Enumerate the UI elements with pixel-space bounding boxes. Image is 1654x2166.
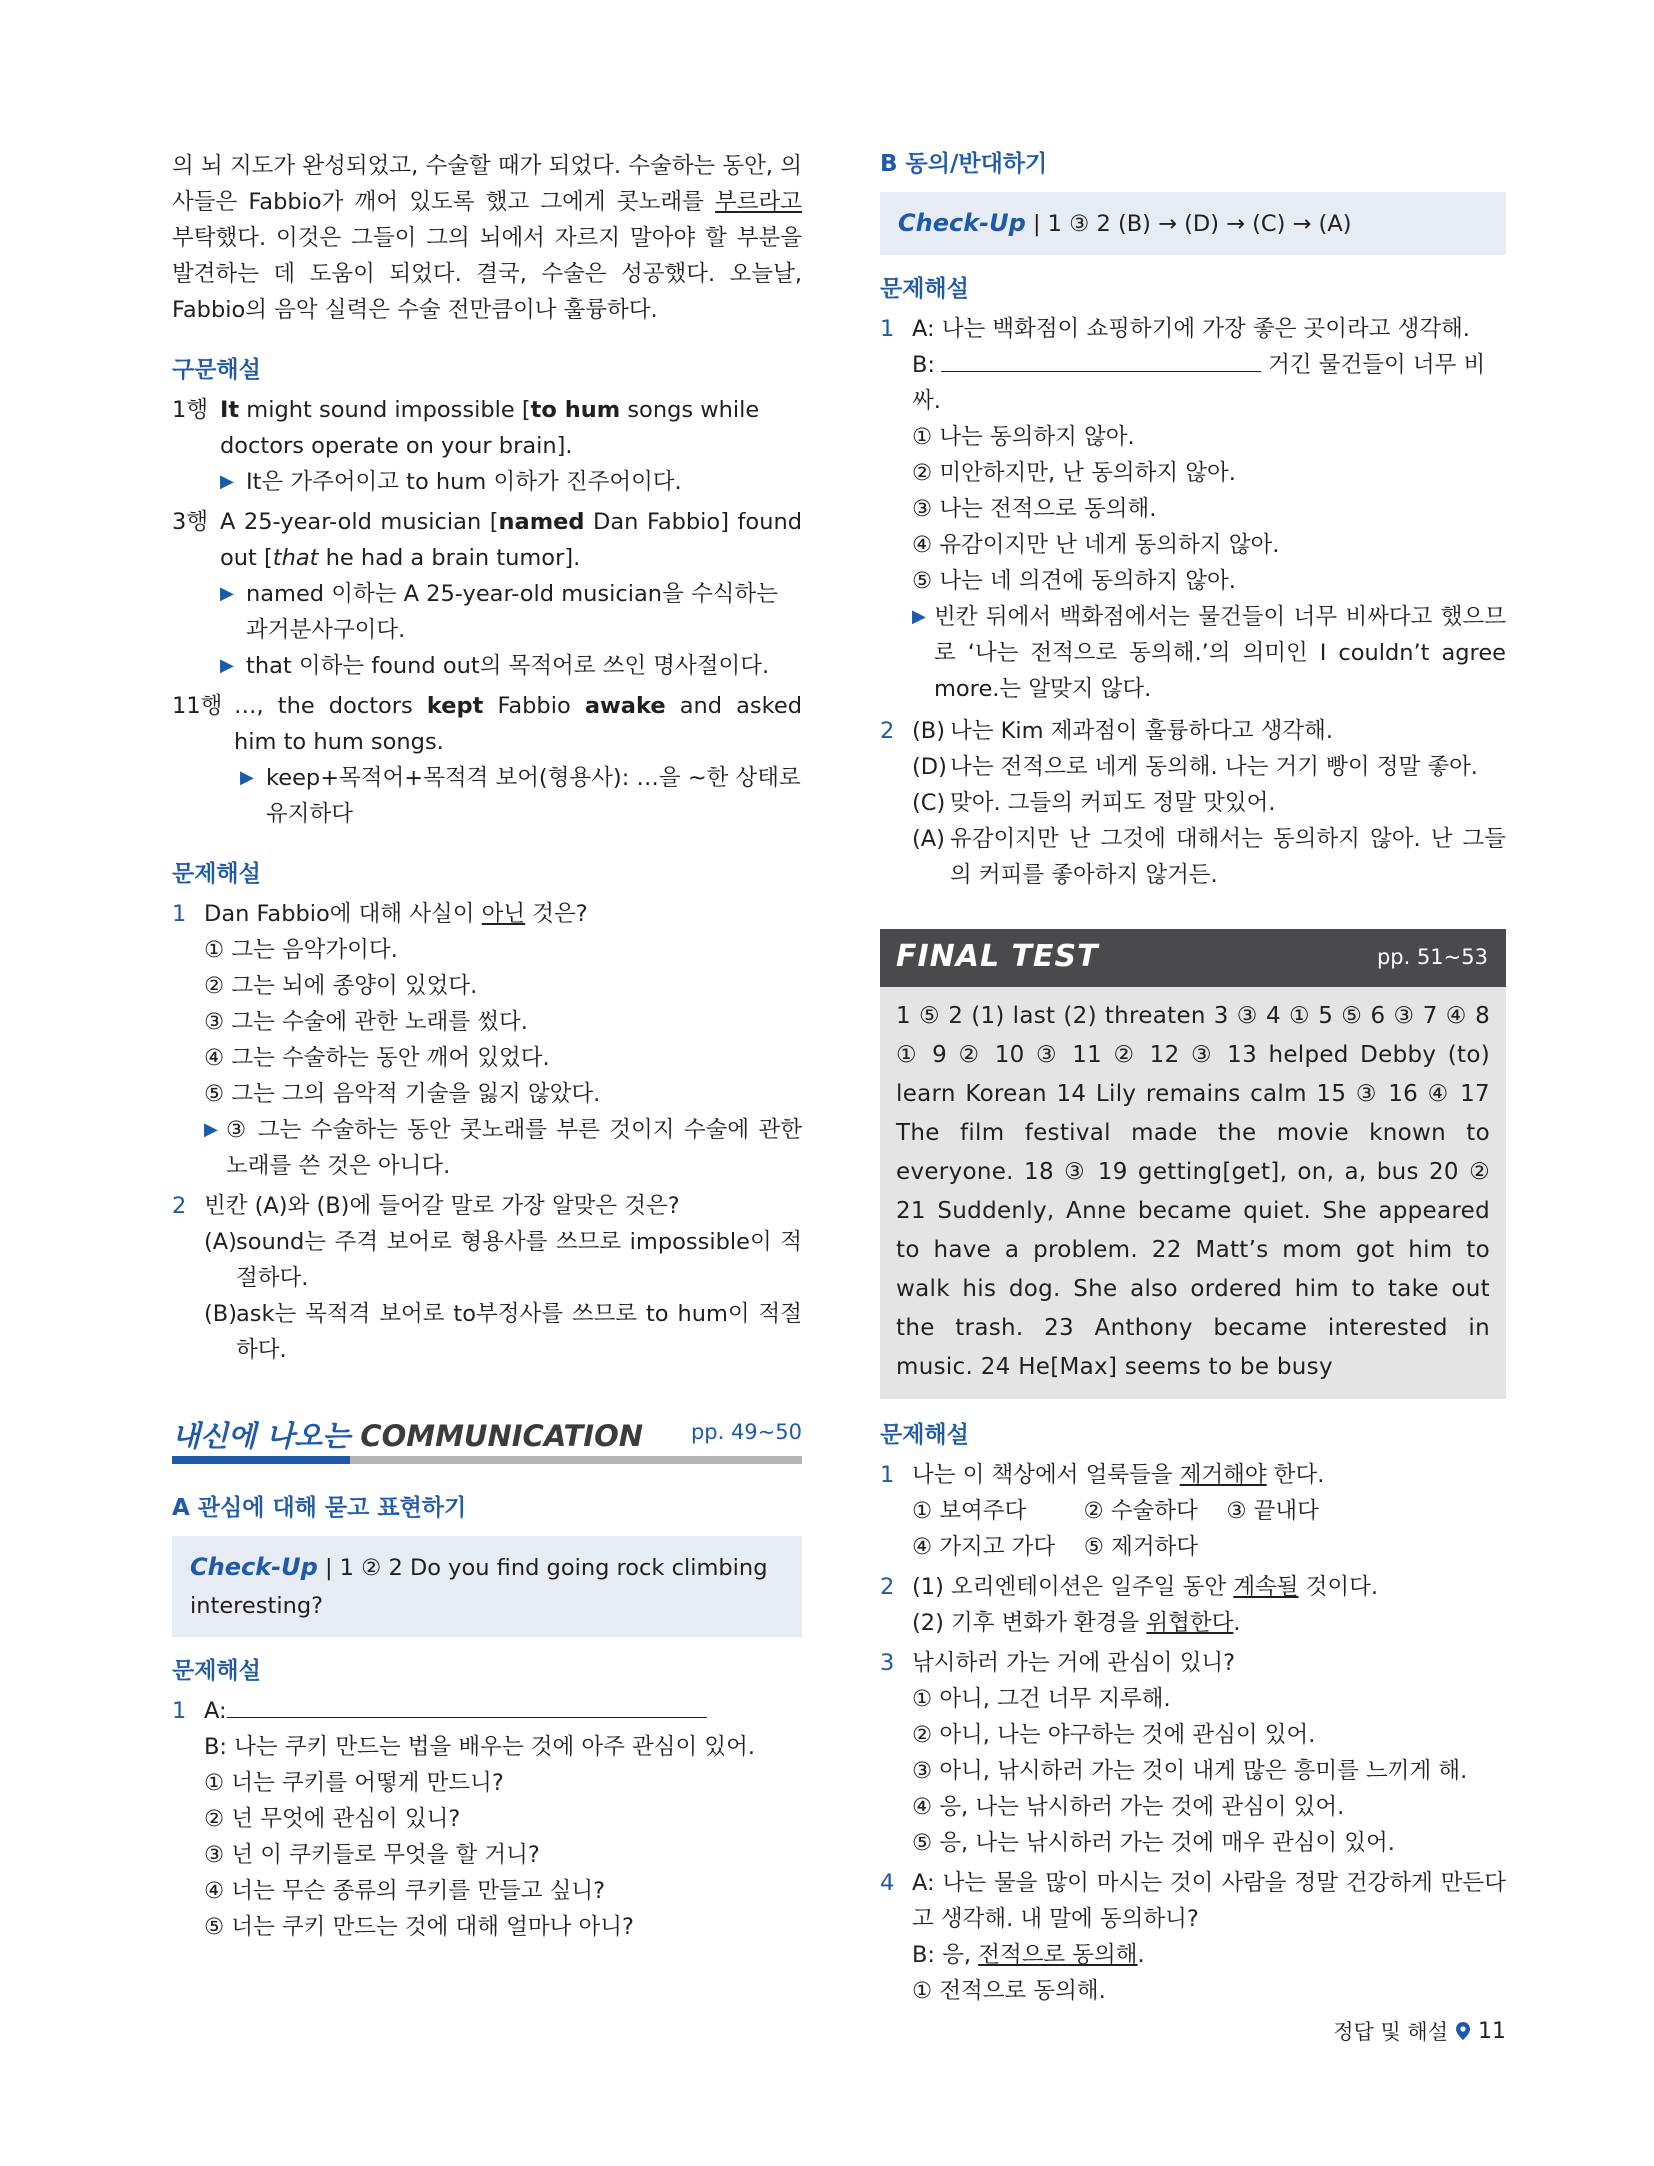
page-number: 11 — [1478, 2018, 1506, 2044]
final-problem-4: 4 A: 나는 물을 많이 마시는 것이 사람을 정말 건강하게 만든다고 생각해. 내 말에 동의하니? B: 응, 전적으로 동의해. ① 전적으로 동의해. — [880, 1870, 1506, 2004]
triangle-icon: ▶ — [912, 606, 926, 627]
check-up-box-b: Check-Up | 1 ③ 2 (B) → (D) → (C) → (A) — [880, 192, 1506, 255]
triangle-icon: ▶ — [220, 471, 234, 492]
intro-paragraph: 의 뇌 지도가 완성되었고, 수술할 때가 되었다. 수술하는 동안, 의사들은 Fabbio가 깨어 있도록 했고 그에게 콧노래를 부르라고 부탁했다. 이것은 그들이 그의 뇌에서 자르지 말아야 할 부분을 발견하는 데 도움이 되었다. 결국, 수술은 성공했다. 오늘날, Fabbio의 음악 실력은 수술 전만큼이나 훌륭하다. — [172, 153, 802, 323]
problem-heading-b: 문제해설 — [880, 276, 969, 302]
section-a-heading: A 관심에 대해 묻고 표현하기 — [172, 1495, 467, 1521]
check-up-box-a: Check-Up | 1 ② 2 Do you find going rock climbing interesting? — [172, 1536, 802, 1637]
triangle-icon: ▶ — [220, 655, 234, 676]
grammar-item-3: 3행 A 25-year-old musician [named Dan Fabbio] found out [that he had a brain tumor]. ▶ named 이하는 A 25-year-old musician을 수식하는 과거분사구이다. ▶ that 이하는 found out의 목적어로 쓰인 명사절이다. — [172, 504, 802, 684]
problem-heading: 문제해설 — [172, 861, 261, 887]
final-test-answers: 1 ⑤ 2 (1) last (2) threaten 3 ③ 4 ① 5 ⑤ 6 ③ 7 ④ 8 ① 9 ② 10 ③ 11 ② 12 ③ 13 helped Debby (to) learn Korean 14 Lily remains calm 15 ③ 16 ④ 17 The film festival made the movie known to everyone. 18 ③ 19 getting[get], on, a, bus 20 ② 21 Suddenly, Anne became quiet. She appeared to have a problem. 22 Matt’s mom got him to walk his dog. She also ordered him to take out the trash. 23 Anthony became interested in music. 24 He[Max] seems to be busy — [880, 987, 1506, 1399]
final-test-header: FINAL TEST pp. 51~53 — [880, 929, 1506, 987]
location-pin-icon — [1456, 2022, 1470, 2040]
problem-b-1: 1 A: 나는 백화점이 쇼핑하기에 가장 좋은 곳이라고 생각해. B: 거긴 물건들이 너무 비싸. ① 나는 동의하지 않아. ② 미안하지만, 난 동의하지 않아. ③ 나는 전적으로 동의해. ④ 유감이지만 난 네게 동의하지 않아. ⑤ 나는 네 의견에 동의하지 않아. ▶ 빈칸 뒤에서 백화점에서는 물건들이 너무 비싸다고 했으므로 ‘나는 전적으로 동의해.’의 의미인 I couldn’t agree more.는 알맞지 않다. — [880, 311, 1506, 707]
footer-label: 정답 및 해설 — [1333, 2020, 1448, 2044]
final-problem-1: 1 나는 이 책상에서 얼룩들을 제거해야 한다. ① 보여주다 ② 수술하다 ③ 끝내다 ④ 가지고 가다 ⑤ 제거하다 — [880, 1462, 1325, 1560]
grammar-item-11: 11행 …, the doctors kept Fabbio awake and asked him to hum songs. ▶ keep+목적어+목적격 보어(형용사): …을 ~한 상태로 유지하다 — [172, 688, 802, 832]
problem-b-2: 2 (B) 나는 Kim 제과점이 훌륭하다고 생각해. (D) 나는 전적으로 네게 동의해. 나는 거기 빵이 정말 좋아. (C) 맞아. 그들의 커피도 정말 맛있어. (A) 유감이지만 난 그것에 대해서는 동의하지 않아. 난 그들의 커피를 좋아하지 않거든. — [880, 718, 1506, 888]
right-column — [880, 148, 1506, 2009]
section-b-heading: B 동의/반대하기 — [880, 151, 1048, 177]
problem-1: 1 Dan Fabbio에 대해 사실이 아닌 것은? ① 그는 음악가이다. ② 그는 뇌에 종양이 있었다. ③ 그는 수술에 관한 노래를 썼다. ④ 그는 수술하는 동안 깨어 있었다. ⑤ 그는 그의 음악적 기술을 잃지 않았다. ▶ ③ 그는 수술하는 동안 콧노래를 부른 것이지 수술에 관한 노래를 쓴 것은 아니다. — [172, 896, 802, 1184]
problem-heading-final: 문제해설 — [880, 1422, 969, 1448]
problem-a-1: 1 A: B: 나는 쿠키 만드는 법을 배우는 것에 아주 관심이 있어. ① 너는 쿠키를 어떻게 만드니? ② 넌 무엇에 관심이 있니? ③ 넌 이 쿠키들로 무엇을 할 거니? ④ 너는 무슨 종류의 쿠키를 만들고 싶니? ⑤ 너는 쿠키 만드는 것에 대해 얼마나 아니? — [172, 1698, 755, 1940]
triangle-icon: ▶ — [240, 767, 254, 788]
page-footer — [1333, 2016, 1506, 2046]
communication-header: 내신에 나오는 COMMUNICATION pp. 49~50 — [172, 1408, 802, 1464]
final-problem-3: 3 낚시하러 가는 거에 관심이 있니? ① 아니, 그건 너무 지루해. ② 아니, 나는 야구하는 것에 관심이 있어. ③ 아니, 낚시하러 가는 것이 내게 많은 흥미를 느끼게 해. ④ 응, 나는 낚시하러 가는 것에 관심이 있어. ⑤ 응, 나는 낚시하러 가는 것에 매우 관심이 있어. — [880, 1650, 1468, 1856]
triangle-icon: ▶ — [204, 1119, 218, 1140]
problem-2: 2 빈칸 (A)와 (B)에 들어갈 말로 가장 알맞은 것은? (A) sound는 주격 보어로 형용사를 쓰므로 impossible이 적절하다. (B) ask는 목적격 보어로 to부정사를 쓰므로 to hum이 적절하다. — [172, 1193, 802, 1363]
grammar-heading: 구문해설 — [172, 357, 261, 383]
final-problem-2: 2 (1) 오리엔테이션은 일주일 동안 계속될 것이다. (2) 기후 변화가 환경을 위협한다. — [880, 1574, 1379, 1636]
triangle-icon: ▶ — [220, 583, 234, 604]
left-column — [172, 148, 802, 1945]
problem-heading-2: 문제해설 — [172, 1658, 261, 1684]
grammar-item-1: 1행 It might sound impossible [to hum songs while doctors operate on your brain]. ▶ It은 가주어이고 to hum 이하가 진주어이다. — [172, 392, 802, 500]
